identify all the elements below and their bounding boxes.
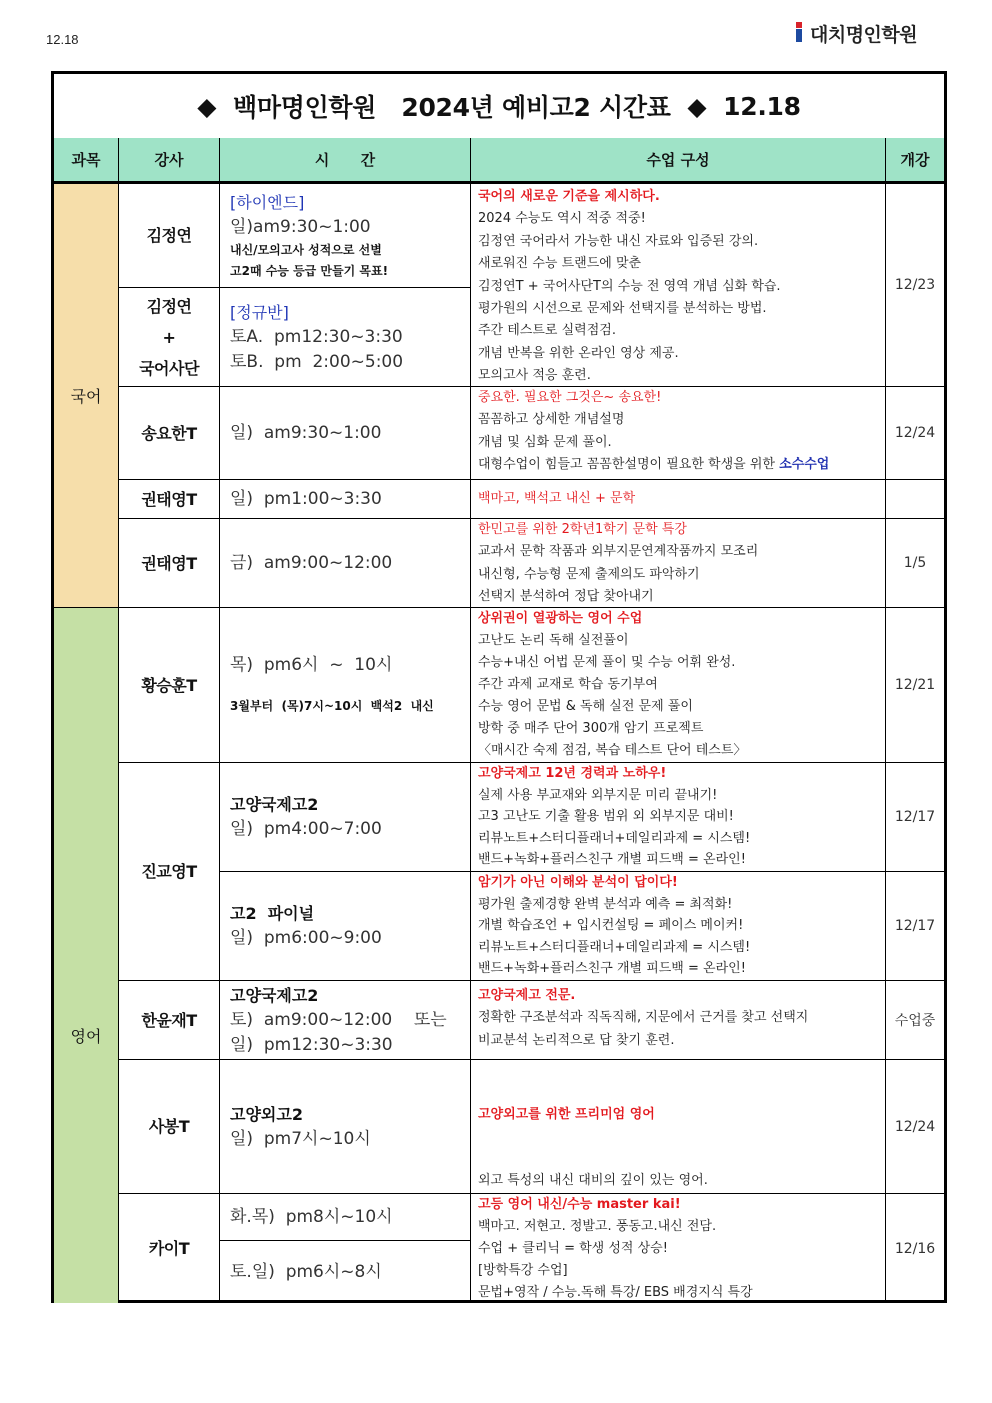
time-cell	[220, 872, 471, 981]
column-header-subject: 과목	[54, 138, 119, 184]
schedule-note: 내신/모의고사 성적으로 선별	[230, 242, 382, 257]
start-date	[886, 480, 944, 519]
teacher-cell: 권태영T	[119, 480, 220, 519]
timetable	[51, 71, 947, 1303]
schedule-time: 토.일) pm6시~8시	[230, 1261, 382, 1282]
schedule-time: 금) am9:00~12:00	[230, 552, 393, 573]
time-cell	[220, 1060, 471, 1194]
teacher-cell: 한윤재T	[119, 981, 220, 1060]
column-header-start: 개강	[886, 138, 944, 184]
course-title: 고양국제고2	[230, 795, 319, 814]
start-date: 수업중	[886, 981, 944, 1060]
course-title: 고양외고2	[230, 1104, 303, 1124]
schedule-time: 일) pm7시~10시	[230, 1128, 371, 1149]
start-date: 12/21	[886, 608, 944, 763]
teacher-cell: 김정연 + 국어사단	[119, 288, 220, 387]
start-date: 12/17	[886, 872, 944, 981]
diamond-icon: ◆	[197, 91, 217, 121]
start-date: 12/17	[886, 763, 944, 872]
time-cell	[220, 519, 471, 608]
course-headline: 중요한. 필요한 그것은~ 송요한!	[478, 390, 662, 405]
course-headline: 백마고, 백석고 내신 + 문학	[478, 490, 636, 506]
diamond-icon: ◆	[687, 91, 707, 121]
course-description: 국어의 새로운 기준을 제시하다. 2024 수능도 역시 적중 적중! 김정연 국어라서 가능한 내신 자료와 입증된 강의. 새로워진 수능 트랜드에 맞춘 김정연T + 국어사단T의 수능 전 영역 개념 심화 학습. 평가원의 시선으로 문제와 선택지를 분석하는 방법. 주간 테스트로 실력점검. 개념 반복을 위한 온라인 영상 제공. 모의고사 적응 훈련.	[471, 184, 886, 387]
schedule-time: 토B. pm 2:00~5:00	[230, 351, 404, 372]
time-cell	[220, 981, 471, 1060]
brand-name: 대치명인학원	[810, 24, 918, 46]
schedule-time: 일) am9:30~1:00	[230, 422, 382, 443]
schedule-time: 일)am9:30~1:00	[230, 216, 371, 237]
course-headline: 한민고를 위한 2학년1학기 문학 특강	[478, 522, 687, 537]
schedule-time: 일) pm1:00~3:30	[230, 488, 382, 509]
course-description: 고양국제고 전문. 정확한 구조분석과 직독직해, 지문에서 근거를 찾고 선택지 비교분석 논리적으로 답 찾기 훈련.	[471, 981, 886, 1060]
document-date: 12.18	[46, 32, 79, 47]
teacher-cell: 권태영T	[119, 519, 220, 608]
time-cell	[220, 387, 471, 480]
teacher-cell: 황승훈T	[119, 608, 220, 763]
class-tag: [하이엔드]	[230, 192, 305, 212]
schedule-time: 토A. pm12:30~3:30	[230, 326, 403, 347]
column-header-time: 시 간	[220, 138, 471, 184]
timetable-title	[54, 74, 944, 141]
teacher-cell: 카이T	[119, 1194, 220, 1303]
course-description	[471, 480, 886, 519]
start-date: 12/24	[886, 387, 944, 480]
teacher-cell: 김정연	[119, 184, 220, 288]
course-description: 중요한. 필요한 그것은~ 송요한! 꼼꼼하고 상세한 개념설명 개념 및 심화 문제 풀이. 대형수업이 힘들고 꼼꼼한설명이 필요한 학생을 위한 소수수업	[471, 387, 886, 480]
time-cell	[220, 184, 471, 288]
start-date: 12/24	[886, 1060, 944, 1194]
schedule-time: 화.목) pm8시~10시	[230, 1206, 393, 1227]
schedule-time: 일) pm4:00~7:00	[230, 819, 382, 839]
course-headline: 고양국제고 12년 경력과 노하우!	[478, 766, 667, 781]
schedule-note: 고2때 수능 등급 만들기 목표!	[230, 263, 389, 278]
time-cell	[220, 608, 471, 763]
course-headline: 암기가 아닌 이해와 분석이 답이다!	[478, 875, 678, 890]
schedule-note: 3월부터 (목)7시~10시 백석2 내신	[230, 699, 434, 713]
schedule-time: 토) am9:00~12:00 또는	[230, 1009, 447, 1030]
course-headline: 상위권이 열광하는 영어 수업	[478, 611, 643, 626]
subject-korean: 국어	[54, 184, 119, 608]
time-cell	[220, 1241, 471, 1303]
time-cell	[220, 480, 471, 519]
teacher-cell: 송요한T	[119, 387, 220, 480]
start-date: 1/5	[886, 519, 944, 608]
start-date: 12/16	[894, 1240, 936, 1257]
teacher-cell: 사봉T	[119, 1060, 220, 1194]
time-cell	[220, 1194, 471, 1241]
course-headline: 고양국제고 전문.	[478, 988, 576, 1003]
title-text: 백마명인학원 2024년 예비고2 시간표	[233, 93, 671, 122]
column-header-content: 수업 구성	[471, 138, 886, 184]
column-header-teacher: 강사	[119, 138, 220, 184]
subject-english: 영어	[54, 608, 119, 1303]
brand-header	[792, 20, 917, 47]
start-date: 12/23	[886, 184, 944, 387]
course-description: 고양국제고 12년 경력과 노하우! 실제 사용 부교재와 외부지문 미리 끝내기! 고3 고난도 기출 활용 범위 외 외부지문 대비! 리뷰노트+스터디플래너+데일리과제 = 시스템! 밴드+녹화+플러스친구 개별 피드백 = 온라인!	[471, 763, 886, 872]
course-headline: 고등 영어 내신/수능 master kai!	[478, 1197, 681, 1212]
academy-logo-icon	[792, 22, 806, 46]
course-title: 고2 파이널	[230, 904, 315, 923]
schedule-time: 일) pm12:30~3:30	[230, 1034, 393, 1055]
schedule-time: 일) pm6:00~9:00	[230, 928, 382, 948]
time-cell	[220, 288, 471, 387]
course-title: 고양국제고2	[230, 985, 319, 1005]
small-class-highlight: 소수수업	[779, 457, 830, 473]
time-cell	[220, 763, 471, 872]
class-tag: [정규반]	[230, 302, 289, 322]
course-description: 고양외고를 위한 프리미엄 영어 외고 특성의 내신 대비의 깊이 있는 영어.	[471, 1060, 886, 1194]
schedule-time: 목) pm6시 ~ 10시	[230, 655, 393, 675]
course-description: 고등 영어 내신/수능 master kai! 백마고. 저현고. 정발고. 풍동고.내신 전담. 수업 + 클리닉 = 학생 성적 상승! [방학특강 수업] 문법+영작 / 수능.독해 특강/ EBS 배경지식 특강	[471, 1194, 886, 1303]
title-date: 12.18	[723, 91, 801, 121]
course-headline: 고양외고를 위한 프리미엄 영어	[478, 1107, 655, 1122]
teacher-cell: 진교영T	[119, 763, 220, 981]
course-headline: 국어의 새로운 기준을 제시하다.	[478, 189, 660, 204]
course-description: 상위권이 열광하는 영어 수업 고난도 논리 독해 실전풀이 수능+내신 어법 문제 풀이 및 수능 어휘 완성. 주간 과제 교재로 학습 동기부여 수능 영어 문법 & 독해 실전 문제 풀이 방학 중 매주 단어 300개 암기 프로젝트 〈매시간 숙제 점검, 복습 테스트 단어 테스트〉	[471, 608, 886, 763]
course-description: 한민고를 위한 2학년1학기 문학 특강 교과서 문학 작품과 외부지문연계작품까지 모조리 내신형, 수능형 문제 출제의도 파악하기 선택지 분석하여 정답 찾아내기	[471, 519, 886, 608]
course-description: 암기가 아닌 이해와 분석이 답이다! 평가원 출제경향 완벽 분석과 예측 = 최적화! 개별 학습조언 + 입시컨설팅 = 페이스 메이커! 리뷰노트+스터디플래너+데일리과제 = 시스템! 밴드+녹화+플러스친구 개별 피드백 = 온라인!	[471, 872, 886, 981]
